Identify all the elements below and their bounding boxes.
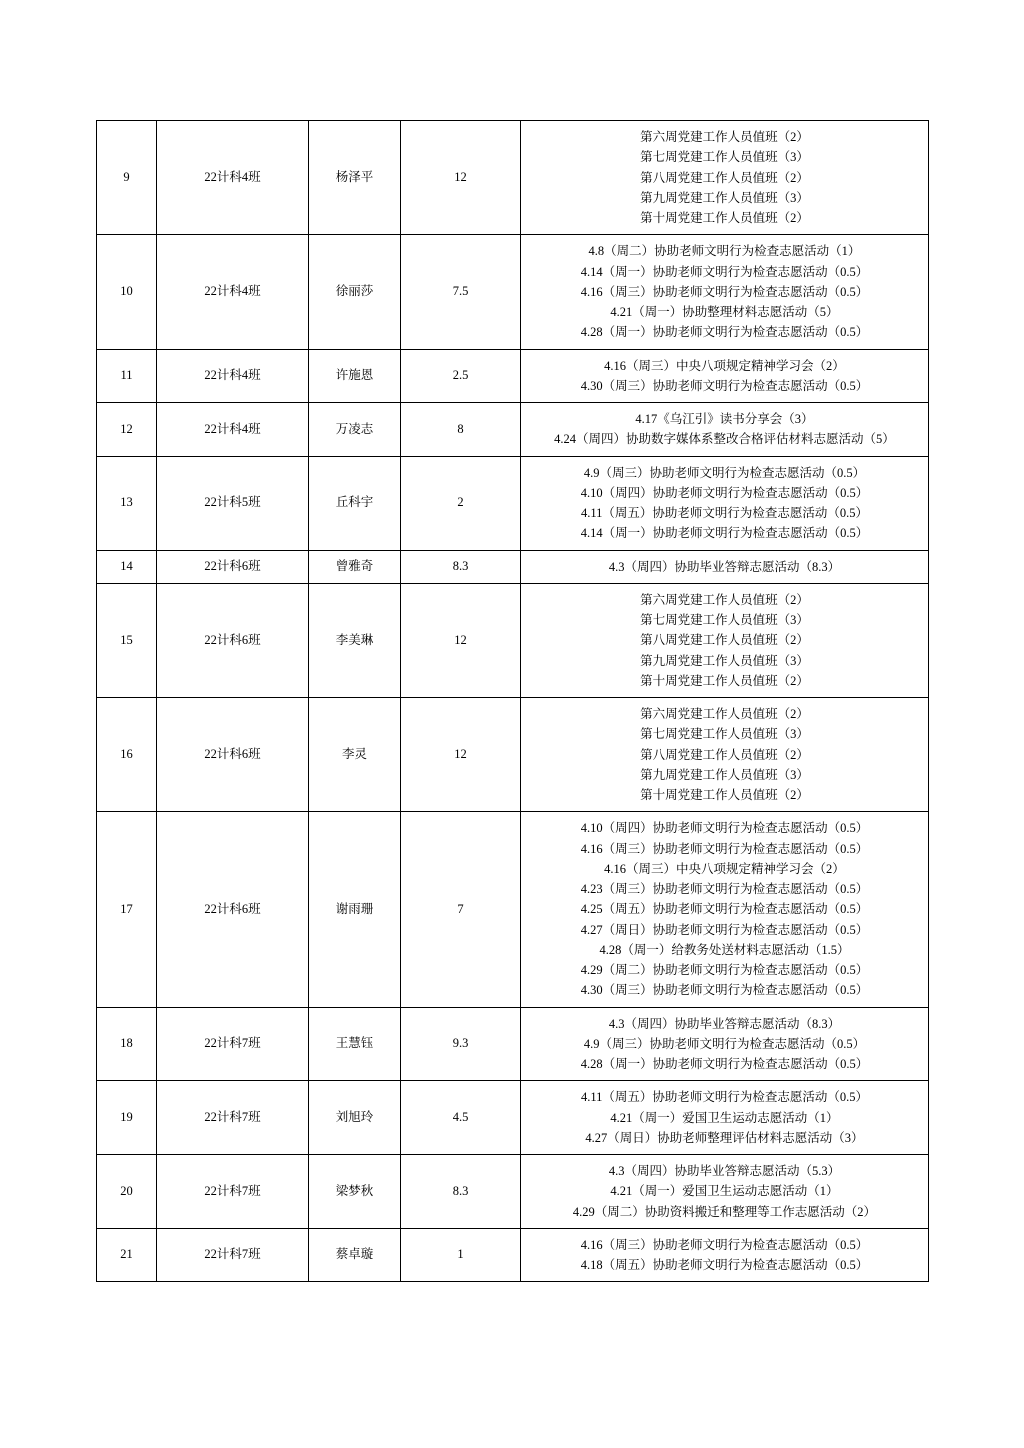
row-hours-cell: 7 bbox=[401, 812, 521, 1007]
activity-line: 4.3（周四）协助毕业答辩志愿活动（8.3） bbox=[608, 559, 841, 574]
row-class-cell: 22计科6班 bbox=[157, 583, 309, 697]
row-activities-cell bbox=[521, 1228, 929, 1282]
row-index-cell: 12 bbox=[97, 403, 157, 457]
activity-line: 第六周党建工作人员值班（2） bbox=[640, 130, 809, 144]
activity-line: 第八周党建工作人员值班（2） bbox=[640, 170, 809, 185]
row-class-cell: 22计科7班 bbox=[157, 1081, 309, 1155]
activity-line: 4.9（周三）协助老师文明行为检查志愿活动（0.5） bbox=[583, 465, 866, 480]
table-row bbox=[97, 1007, 929, 1081]
row-class-cell: 22计科7班 bbox=[157, 1228, 309, 1282]
row-name-cell: 丘科宇 bbox=[309, 456, 401, 550]
activity-line: 第八周党建工作人员值班（2） bbox=[640, 747, 809, 762]
activity-line: 4.17《乌江引》读书分享会（3） bbox=[635, 412, 814, 426]
row-index-cell: 15 bbox=[97, 583, 157, 697]
activity-line: 4.14（周一）协助老师文明行为检查志愿活动（0.5） bbox=[580, 526, 869, 541]
table-row bbox=[97, 698, 929, 812]
row-class-cell: 22计科6班 bbox=[157, 550, 309, 583]
row-class-cell: 22计科7班 bbox=[157, 1155, 309, 1229]
row-index-cell: 14 bbox=[97, 550, 157, 583]
activity-line: 4.18（周五）协助老师文明行为检查志愿活动（0.5） bbox=[580, 1258, 869, 1272]
activity-line: 第十周党建工作人员值班（2） bbox=[640, 673, 809, 688]
activity-line: 4.11（周五）协助老师文明行为检查志愿活动（0.5） bbox=[580, 1090, 869, 1105]
row-hours-cell: 8 bbox=[401, 403, 521, 457]
activity-line: 4.24（周四）协助数字媒体系整改合格评估材料志愿活动（5） bbox=[554, 432, 895, 447]
activity-line: 4.30（周三）协助老师文明行为检查志愿活动（0.5） bbox=[580, 378, 869, 393]
table-row bbox=[97, 235, 929, 349]
activity-line: 第十周党建工作人员值班（2） bbox=[640, 211, 809, 225]
row-hours-cell: 1 bbox=[401, 1228, 521, 1282]
row-class-cell: 22计科5班 bbox=[157, 456, 309, 550]
activity-line: 4.16（周三）中央八项规定精神学习会（2） bbox=[604, 358, 845, 373]
volunteer-hours-table bbox=[96, 120, 929, 1282]
table-row bbox=[97, 121, 929, 235]
activity-line: 4.14（周一）协助老师文明行为检查志愿活动（0.5） bbox=[580, 264, 869, 279]
activity-line: 4.3（周四）协助毕业答辩志愿活动（5.3） bbox=[608, 1164, 841, 1178]
activity-line: 第九周党建工作人员值班（3） bbox=[640, 653, 809, 668]
row-activities-cell bbox=[521, 1155, 929, 1229]
row-class-cell: 22计科6班 bbox=[157, 812, 309, 1007]
row-hours-cell: 8.3 bbox=[401, 1155, 521, 1229]
activity-line: 4.16（周三）协助老师文明行为检查志愿活动（0.5） bbox=[580, 841, 869, 856]
activity-line: 4.29（周二）协助老师文明行为检查志愿活动（0.5） bbox=[580, 963, 869, 977]
row-index-cell: 17 bbox=[97, 812, 157, 1007]
activity-line: 4.21（周一）协助整理材料志愿活动（5） bbox=[610, 305, 839, 319]
row-class-cell: 22计科4班 bbox=[157, 121, 309, 235]
table-row bbox=[97, 550, 929, 583]
activity-line: 第六周党建工作人员值班（2） bbox=[640, 592, 809, 607]
activity-line: 4.10（周四）协助老师文明行为检查志愿活动（0.5） bbox=[580, 821, 869, 836]
activity-line: 4.27（周日）协助老师文明行为检查志愿活动（0.5） bbox=[580, 922, 869, 937]
activity-line: 4.23（周三）协助老师文明行为检查志愿活动（0.5） bbox=[580, 882, 869, 896]
row-name-cell: 曾雅奇 bbox=[309, 550, 401, 583]
row-name-cell: 梁梦秋 bbox=[309, 1155, 401, 1229]
row-activities-cell bbox=[521, 1081, 929, 1155]
activity-line: 4.25（周五）协助老师文明行为检查志愿活动（0.5） bbox=[580, 902, 869, 917]
activity-line: 4.8（周二）协助老师文明行为检查志愿活动（1） bbox=[588, 244, 861, 259]
activity-line: 4.11（周五）协助老师文明行为检查志愿活动（0.5） bbox=[580, 506, 869, 520]
row-name-cell: 李美琳 bbox=[309, 583, 401, 697]
row-hours-cell: 9.3 bbox=[401, 1007, 521, 1081]
row-class-cell: 22计科6班 bbox=[157, 698, 309, 812]
table-row bbox=[97, 583, 929, 697]
row-hours-cell: 7.5 bbox=[401, 235, 521, 349]
row-name-cell: 李灵 bbox=[309, 698, 401, 812]
table-row bbox=[97, 349, 929, 403]
row-name-cell: 徐丽莎 bbox=[309, 235, 401, 349]
row-activities-cell bbox=[521, 349, 929, 403]
table-body bbox=[97, 121, 929, 1282]
row-name-cell: 刘旭玲 bbox=[309, 1081, 401, 1155]
row-activities-cell bbox=[521, 456, 929, 550]
activity-line: 第七周党建工作人员值班（3） bbox=[640, 613, 809, 627]
activity-line: 第七周党建工作人员值班（3） bbox=[640, 727, 809, 742]
row-hours-cell: 2.5 bbox=[401, 349, 521, 403]
activity-line: 4.28（周一）协助老师文明行为检查志愿活动（0.5） bbox=[580, 325, 869, 340]
activity-line: 4.28（周一）给教务处送材料志愿活动（1.5） bbox=[599, 942, 850, 957]
activity-line: 第七周党建工作人员值班（3） bbox=[640, 150, 809, 165]
row-name-cell: 蔡卓璇 bbox=[309, 1228, 401, 1282]
row-activities-cell bbox=[521, 235, 929, 349]
row-name-cell: 王慧钰 bbox=[309, 1007, 401, 1081]
activity-line: 第九周党建工作人员值班（3） bbox=[640, 190, 809, 205]
activity-line: 4.30（周三）协助老师文明行为检查志愿活动（0.5） bbox=[580, 983, 869, 998]
row-hours-cell: 8.3 bbox=[401, 550, 521, 583]
row-class-cell: 22计科4班 bbox=[157, 235, 309, 349]
activity-line: 第八周党建工作人员值班（2） bbox=[640, 633, 809, 648]
row-activities-cell bbox=[521, 812, 929, 1007]
row-index-cell: 20 bbox=[97, 1155, 157, 1229]
row-activities-cell bbox=[521, 583, 929, 697]
row-index-cell: 10 bbox=[97, 235, 157, 349]
row-index-cell: 18 bbox=[97, 1007, 157, 1081]
row-name-cell: 谢雨珊 bbox=[309, 812, 401, 1007]
row-hours-cell: 12 bbox=[401, 121, 521, 235]
row-index-cell: 19 bbox=[97, 1081, 157, 1155]
row-activities-cell bbox=[521, 403, 929, 457]
activity-line: 4.27（周日）协助老师整理评估材料志愿活动（3） bbox=[585, 1130, 864, 1145]
row-activities-cell bbox=[521, 121, 929, 235]
row-index-cell: 13 bbox=[97, 456, 157, 550]
table-row bbox=[97, 1155, 929, 1229]
activity-line: 4.16（周三）中央八项规定精神学习会（2） bbox=[604, 861, 845, 876]
row-name-cell: 万凌志 bbox=[309, 403, 401, 457]
activity-line: 第九周党建工作人员值班（3） bbox=[640, 767, 809, 782]
row-index-cell: 11 bbox=[97, 349, 157, 403]
row-name-cell: 许施恩 bbox=[309, 349, 401, 403]
activity-line: 4.3（周四）协助毕业答辩志愿活动（8.3） bbox=[608, 1016, 841, 1031]
row-index-cell: 9 bbox=[97, 121, 157, 235]
activity-line: 4.16（周三）协助老师文明行为检查志愿活动（0.5） bbox=[580, 1237, 869, 1252]
table-row bbox=[97, 456, 929, 550]
table-row bbox=[97, 812, 929, 1007]
row-index-cell: 21 bbox=[97, 1228, 157, 1282]
row-hours-cell: 12 bbox=[401, 698, 521, 812]
row-class-cell: 22计科7班 bbox=[157, 1007, 309, 1081]
activity-line: 4.28（周一）协助老师文明行为检查志愿活动（0.5） bbox=[580, 1057, 869, 1071]
row-hours-cell: 4.5 bbox=[401, 1081, 521, 1155]
row-activities-cell bbox=[521, 550, 929, 583]
activity-line: 4.16（周三）协助老师文明行为检查志愿活动（0.5） bbox=[580, 284, 869, 299]
activity-line: 第十周党建工作人员值班（2） bbox=[640, 788, 809, 802]
row-class-cell: 22计科4班 bbox=[157, 403, 309, 457]
row-activities-cell bbox=[521, 1007, 929, 1081]
table-row bbox=[97, 1081, 929, 1155]
activity-line: 4.21（周一）爱国卫生运动志愿活动（1） bbox=[610, 1184, 839, 1199]
row-class-cell: 22计科4班 bbox=[157, 349, 309, 403]
table-row bbox=[97, 403, 929, 457]
row-hours-cell: 12 bbox=[401, 583, 521, 697]
table-row bbox=[97, 1228, 929, 1282]
row-hours-cell: 2 bbox=[401, 456, 521, 550]
activity-line: 第六周党建工作人员值班（2） bbox=[640, 707, 809, 721]
activity-line: 4.21（周一）爱国卫生运动志愿活动（1） bbox=[610, 1110, 839, 1125]
activity-line: 4.10（周四）协助老师文明行为检查志愿活动（0.5） bbox=[580, 485, 869, 500]
row-index-cell: 16 bbox=[97, 698, 157, 812]
row-activities-cell bbox=[521, 698, 929, 812]
activity-line: 4.29（周二）协助资料搬迁和整理等工作志愿活动（2） bbox=[572, 1204, 877, 1219]
row-name-cell: 杨泽平 bbox=[309, 121, 401, 235]
activity-line: 4.9（周三）协助老师文明行为检查志愿活动（0.5） bbox=[583, 1036, 866, 1051]
